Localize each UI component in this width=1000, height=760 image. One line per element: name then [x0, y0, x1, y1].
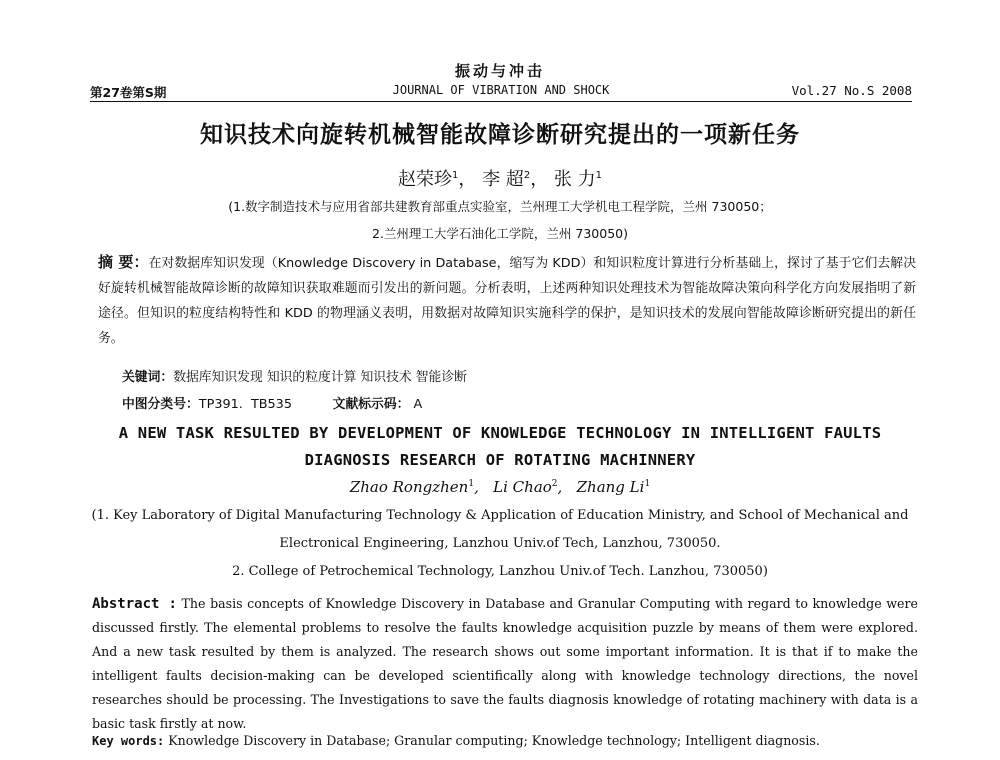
- affiliation-cn-2: 2.兰州理工大学石油化工学院，兰州 730050): [372, 226, 628, 241]
- author-affiliation-mark: 2: [551, 479, 558, 489]
- author-name: Zhang Li: [576, 478, 645, 496]
- author-separator: ，: [530, 169, 549, 190]
- clc-label: 中图分类号：: [122, 397, 199, 412]
- author-separator: ，: [458, 169, 477, 190]
- author-name: Zhao Rongzhen: [349, 478, 469, 496]
- title-en-line-2: DIAGNOSIS RESEARCH OF ROTATING MACHINNERY: [304, 451, 696, 469]
- abstract-cn: [98, 250, 916, 351]
- author-name: 赵荣珍: [397, 169, 452, 190]
- author-separator: ,: [557, 478, 563, 496]
- keywords-text-cn: 数据库知识发现 知识的粒度计算 知识技术 智能诊断: [173, 370, 467, 385]
- journal-name-cn: 振动与冲击: [454, 62, 545, 80]
- keywords-text-en: Knowledge Discovery in Database; Granular computing; Knowledge technology; Intelligent diagnosis.: [168, 733, 820, 748]
- title-en-line-1: A NEW TASK RESULTED BY DEVELOPMENT OF KNOWLEDGE TECHNOLOGY IN INTELLIGENT FAULTS: [118, 424, 882, 442]
- author-affiliation-mark: 1: [644, 479, 651, 489]
- affiliation-en-1: (1. Key Laboratory of Digital Manufacturing Technology & Application of Education Ministry, and School of Mechanical and: [91, 508, 909, 523]
- clc-value: TP391. TB535: [198, 397, 292, 412]
- affiliation-en-2: Electronical Engineering, Lanzhou Univ.of Tech, Lanzhou, 730050.: [279, 536, 721, 551]
- volume-issue-en: Vol.27 No.S 2008: [791, 83, 912, 98]
- author-separator: ,: [474, 478, 479, 496]
- author-name: 张 力: [553, 169, 596, 190]
- journal-name-en: JOURNAL OF VIBRATION AND SHOCK: [392, 83, 610, 97]
- author-affiliation-mark: 2: [523, 170, 531, 181]
- authors-en: [0, 478, 1000, 496]
- affiliation-cn-1: (1.数字制造技术与应用省部共建教育部重点实验室，兰州理工大学机电工程学院，兰州 730050；: [228, 199, 772, 214]
- header-rule: [90, 101, 912, 102]
- keywords-label-cn: 关键词：: [122, 370, 174, 385]
- affiliation-en-3: 2. College of Petrochemical Technology, Lanzhou Univ.of Tech. Lanzhou, 730050): [232, 564, 768, 579]
- keywords-en: [92, 733, 820, 748]
- doc-code-label: 文献标示码：: [332, 397, 410, 412]
- classification-line: [122, 393, 422, 412]
- author-name: 李 超: [482, 169, 524, 190]
- abstract-en: [92, 592, 918, 736]
- title-cn: 知识技术向旋转机械智能故障诊断研究提出的一项新任务: [200, 122, 800, 148]
- abstract-label-en: Abstract :: [92, 596, 177, 612]
- keywords-cn: [122, 366, 467, 385]
- keywords-label-en: Key words:: [92, 734, 165, 748]
- doc-code-value: A: [413, 397, 423, 412]
- abstract-text-cn: 在对数据库知识发现（Knowledge Discovery in Database，缩写为 KDD）和知识粒度计算进行分析基础上，探讨了基于它们去解决好旋转机械智能故障诊断的故障知识获取难题而引发出的新问题。分析表明，上述两种知识处理技术为智能故障决策向科学化方向发展指明了新途径。但知识的粒度结构特性和 KDD 的物理涵义表明，用数据对故障知识实施科学的保护，是知识技术的发展向智能故障诊断研究提出的新任务。: [98, 256, 916, 346]
- author-affiliation-mark: 1: [595, 170, 603, 181]
- author-affiliation-mark: 1: [451, 170, 459, 181]
- running-header: [90, 83, 912, 101]
- volume-issue-cn: 第27卷第S期: [90, 85, 167, 100]
- abstract-text-en: The basis concepts of Knowledge Discovery in Database and Granular Computing with regard to knowledge were discussed firstly. The elemental problems to resolve the faults knowledge acquisition puzzle by means of them were explored. And a new task resulted by them is analyzed. The research shows out some important information. It is that if to make the intelligent faults decision-making can be developed scientifically along with knowledge technology directions, the novel researches should be processing. The Investigations to save the faults diagnosis knowledge of rotating machinery with data is a basic task firstly at now.: [92, 596, 918, 731]
- author-name: Li Chao: [493, 478, 552, 496]
- abstract-label-cn: 摘 要：: [98, 253, 149, 271]
- authors-cn: [0, 165, 1000, 191]
- author-affiliation-mark: 1: [468, 479, 475, 489]
